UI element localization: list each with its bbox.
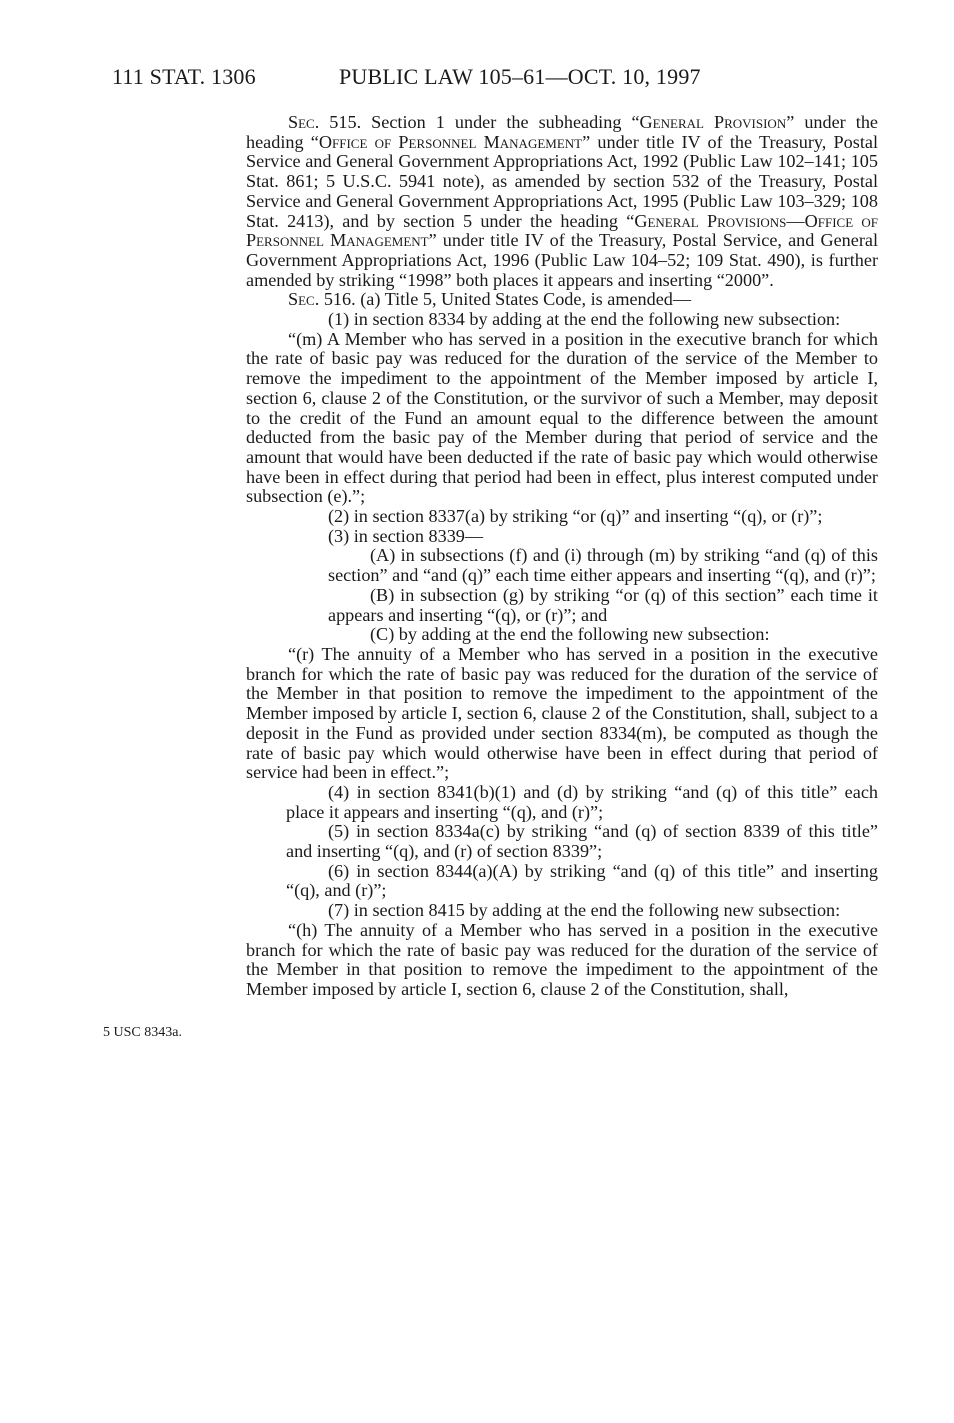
section-label: Sec. 515. <box>288 112 362 132</box>
text-run: (a) Title 5, United States Code, is amended— <box>355 289 692 310</box>
subparagraph-c: (C) by adding at the end the following new subsection: <box>370 624 770 645</box>
paragraph-1: (1) in section 8334 by adding at the end the following new subsection: <box>328 309 841 330</box>
document-body <box>246 113 878 1000</box>
section-515 <box>246 113 878 290</box>
subheading-ref: General Provision <box>639 112 787 132</box>
running-header: PUBLIC LAW 105–61—OCT. 10, 1997 <box>339 64 701 89</box>
section-516-intro <box>246 290 878 310</box>
paragraph-5: (5) in section 8334a(c) by striking “and (q) of section 8339 of this title” and inserting “(q), and (r) of section 8339”; <box>286 821 878 862</box>
text-run: ” under title IV of the Treasury, Postal Service, and General Government Appropriations Act, 1996 (Public Law 104–52; 109 Stat. 490), is further amended by striking “1998” both places it appears and inserting “2000”. <box>246 230 878 290</box>
new-subsection-r: “(r) The annuity of a Member who has served in a position in the executive branch for which the rate of basic pay was reduced for the duration of the service of the Member in that position to remove the impediment to the appointment of the Member imposed by article I, section 6, clause 2 of the Constitution, shall, subject to a deposit in the Fund as provided under section 8334(m), be computed as though the rate of basic pay which would otherwise have been in effect during that period of service had been in effect.”; <box>246 643 878 783</box>
heading-ref: General Provisions—Office of Personnel Management <box>246 210 878 251</box>
new-subsection-m: “(m) A Member who has served in a position in the executive branch for which the rate of basic pay was reduced for the duration of the service of the Member to remove the impediment to the appointment of the Member imposed by article I, section 6, clause 2 of the Constitution, or the survivor of such a Member, may deposit to the credit of the Fund an amount equal to the difference between the amount deducted from the basic pay of the Member during that period of service and the amount that would have been deducted if the rate of basic pay which would otherwise have been in effect during that period had been in effect, plus interest computed under subsection (e).”; <box>246 328 878 507</box>
paragraph-6: (6) in section 8344(a)(A) by striking “and (q) of this title” and inserting “(q), and (r)”; <box>286 860 878 901</box>
paragraph-3: (3) in section 8339— <box>328 525 484 546</box>
margin-note: 5 USC 8343a. <box>103 1025 182 1040</box>
text-run: ” under the heading “ <box>246 112 878 152</box>
paragraph-4: (4) in section 8341(b)(1) and (d) by striking “and (q) of this title” each place it appears and inserting “(q), and (r)”; <box>286 781 878 822</box>
section-label: Sec. 516. <box>288 289 356 310</box>
statute-page-number: 111 STAT. 1306 <box>112 64 256 89</box>
text-run: Section 1 under the subheading “ <box>361 112 640 132</box>
subparagraph-a: (A) in subsections (f) and (i) through (m) by striking “and (q) of this section” and “and (q)” each time either appears and inserting “(q), and (r)”; <box>328 545 878 586</box>
heading-ref: Office of Personnel Management <box>318 131 583 152</box>
text-run: ” under title IV of the Treasury, Postal Service and General Government Appropriations Act, 1992 (Public Law 102–141; 105 Stat. 861; 5 U.S.C. 5941 note), as amended by section 532 of the Treasury, Postal Service and General Government Appropriations Act, 1995 (Public Law 103–329; 108 Stat. 2413), and by section 5 under the heading “ <box>246 131 878 231</box>
new-subsection-h: “(h) The annuity of a Member who has served in a position in the executive branch for which the rate of basic pay was reduced for the duration of the service of the Member in that position to remove the impediment to the appointment of the Member imposed by article I, section 6, clause 2 of the Constitution, shall, <box>246 919 878 999</box>
subparagraph-b: (B) in subsection (g) by striking “or (q) of this section” each time it appears and inserting “(q), or (r)”; and <box>328 584 878 625</box>
paragraph-2: (2) in section 8337(a) by striking “or (q)” and inserting “(q), or (r)”; <box>328 506 823 527</box>
paragraph-7: (7) in section 8415 by adding at the end the following new subsection: <box>328 900 841 921</box>
